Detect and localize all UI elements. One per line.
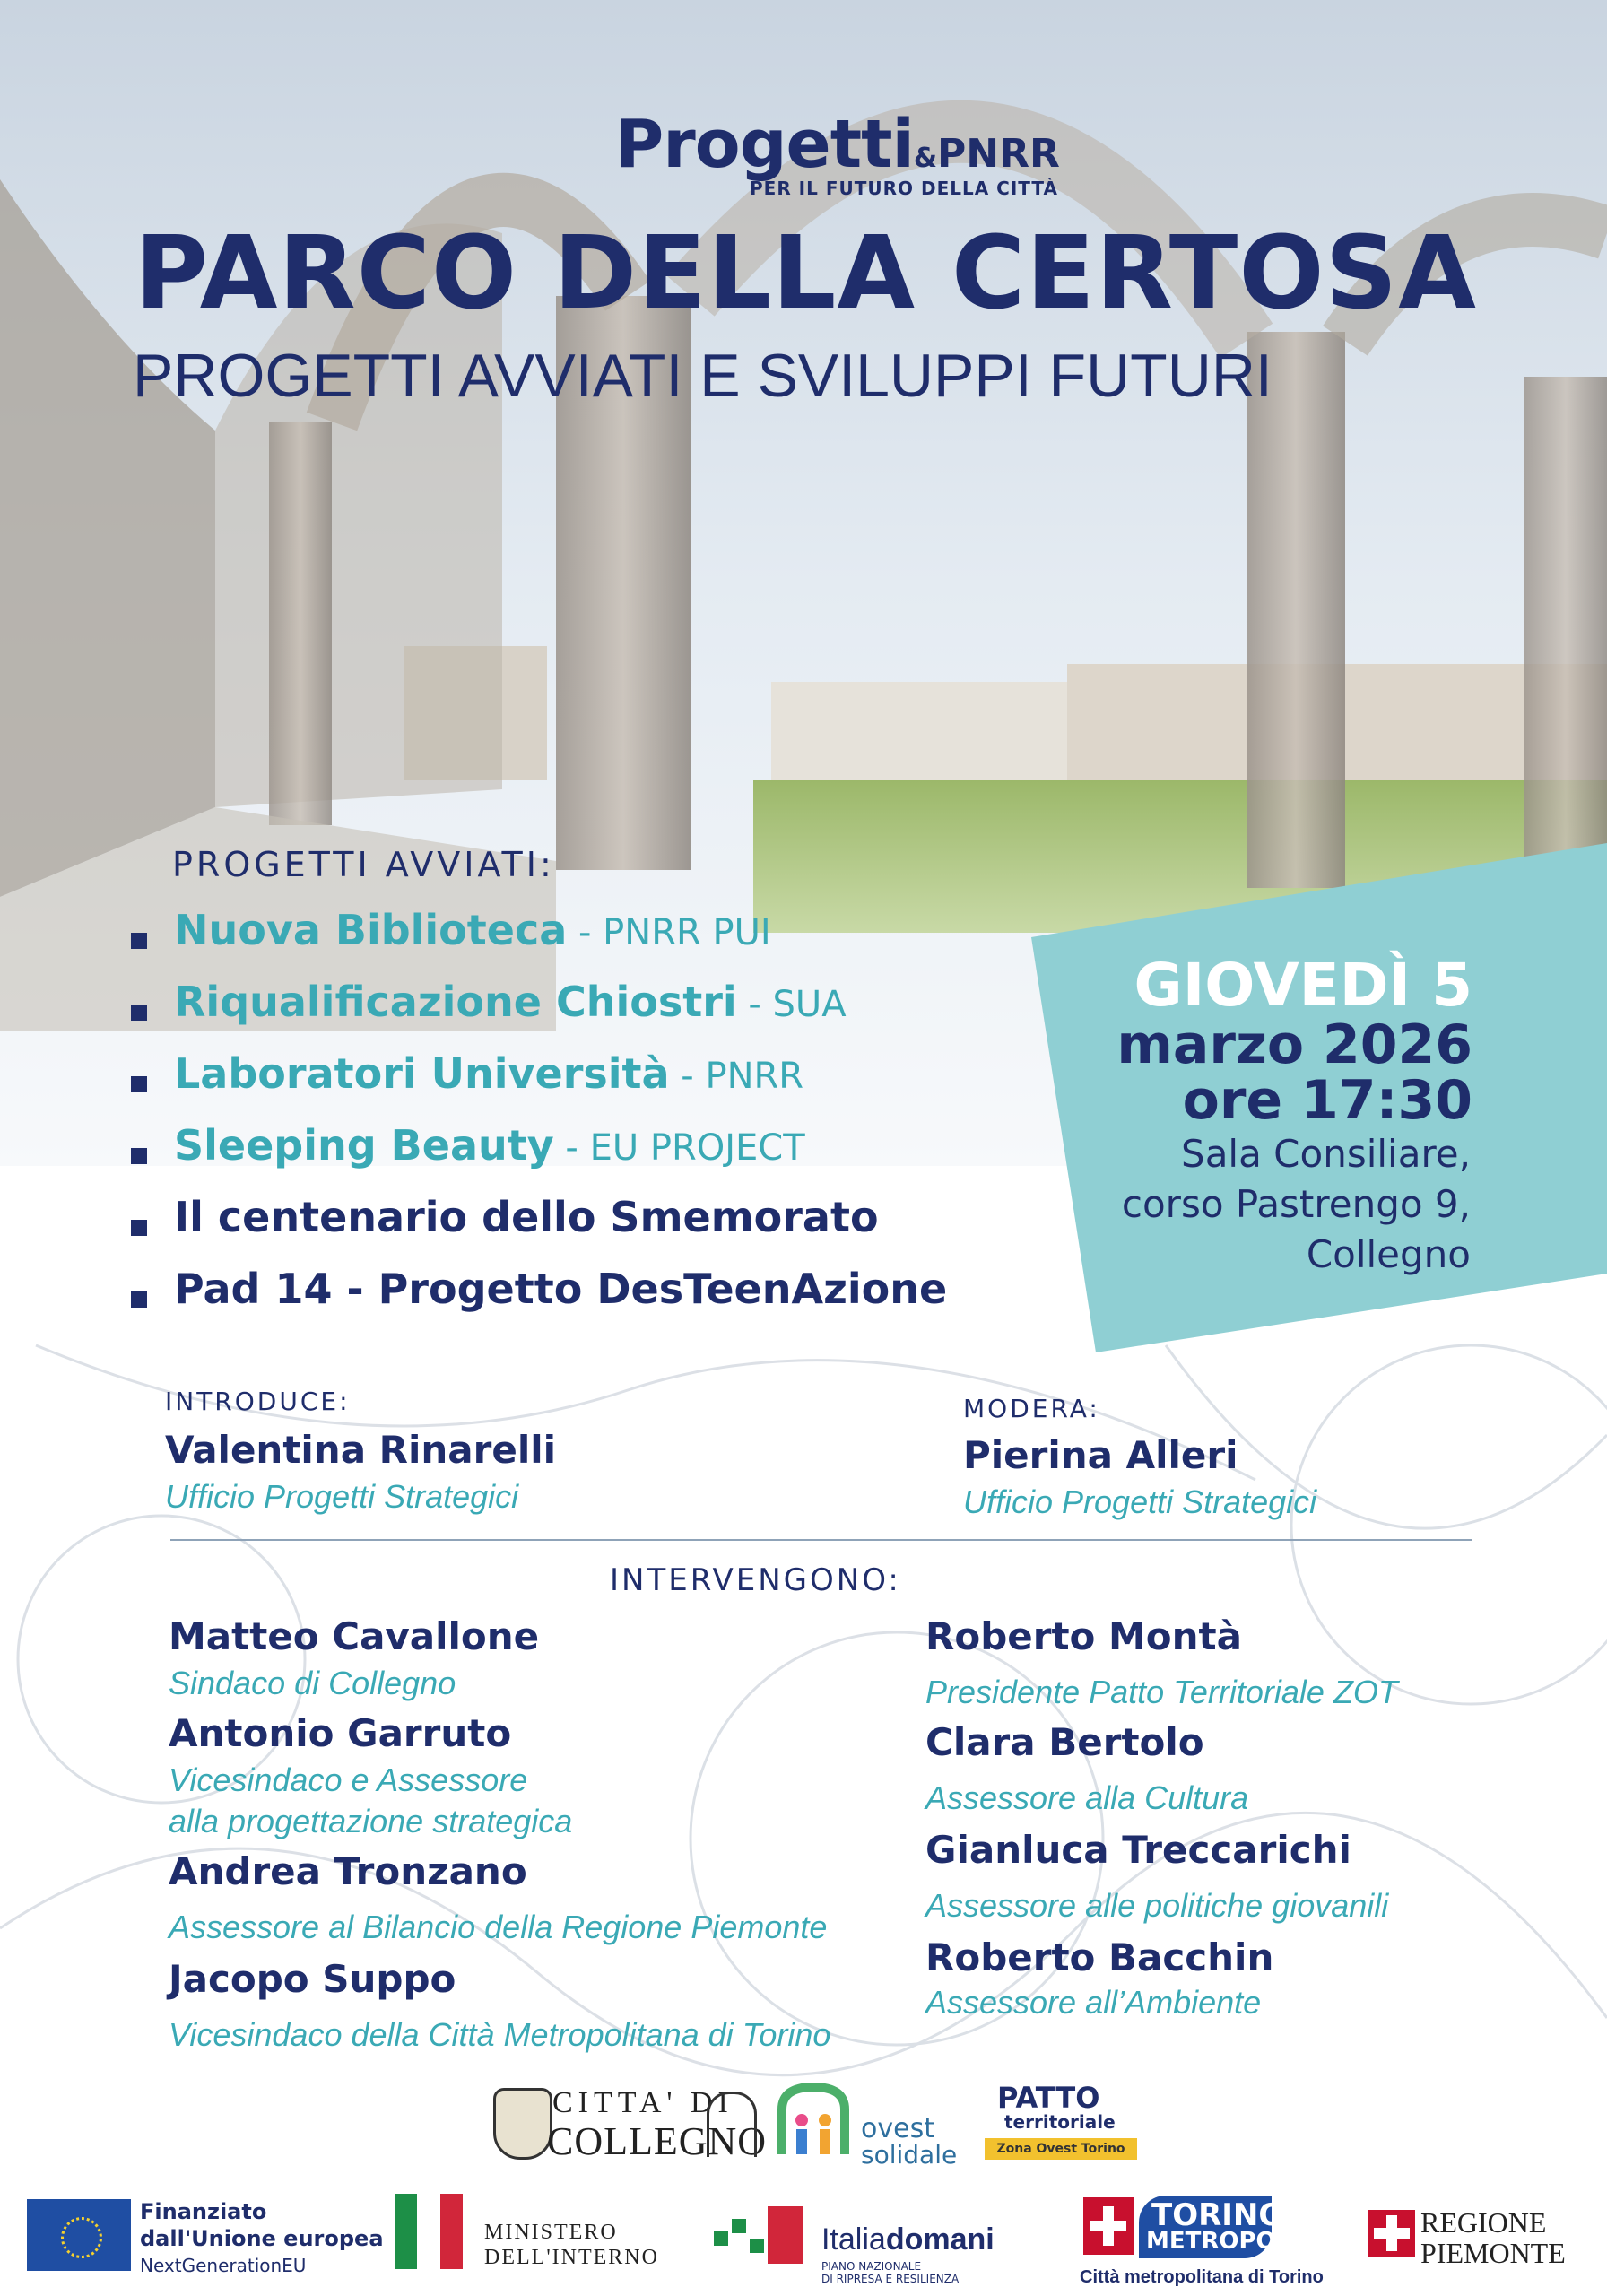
bullet-square-icon (131, 1004, 147, 1021)
speaker-role: Assessore all’Ambiente (925, 1984, 1262, 2021)
piemonte-flag-icon (1368, 2210, 1415, 2257)
project-item: Nuova Biblioteca - PNRR PUI (131, 906, 771, 954)
event-venue-line: Sala Consiliare, (1181, 1132, 1471, 1176)
logo-eu-line2: dall'Unione europea (140, 2226, 384, 2251)
speaker-role: Assessore alle politiche giovanili (925, 1887, 1389, 1924)
project-item: Laboratori Università - PNRR (131, 1049, 804, 1098)
speaker-role: Assessore alla Cultura (925, 1779, 1249, 1816)
projects-heading: PROGETTI AVVIATI: (172, 845, 555, 884)
logo-italiadomani-sub2: DI RIPRESA E RESILIENZA (821, 2273, 960, 2285)
logo-collegno-top: CITTA' DI (552, 2086, 734, 2119)
logo-patto-zona: Zona Ovest Torino (985, 2138, 1137, 2160)
bullet-square-icon (131, 1148, 147, 1164)
collegno-crest-icon (493, 2088, 552, 2160)
torino-metropoli-badge: TORINO METROPOLI (1139, 2196, 1272, 2258)
italiadomani-mosaic-icon (714, 2206, 807, 2271)
modera-role: Ufficio Progetti Strategici (963, 1483, 1317, 1520)
logo-solidale: solidale (861, 2140, 958, 2170)
event-day: GIOVEDÌ 5 (1134, 951, 1472, 1020)
speaker-name: Clara Bertolo (925, 1720, 1204, 1764)
logo-ministero-line2: DELL'INTERNO (484, 2246, 659, 2269)
speaker-name: Andrea Tronzano (169, 1849, 527, 1893)
event-date: marzo 2026 (1116, 1013, 1472, 1076)
speakers-label: INTERVENGONO: (610, 1562, 901, 1598)
event-venue-line: Collegno (1306, 1232, 1471, 1276)
logo-eu-line3: NextGenerationEU (140, 2255, 307, 2276)
speaker-role: Vicesindaco e Assessore (169, 1761, 528, 1798)
speaker-role: Vicesindaco della Città Metropolitana di Torino (169, 2016, 831, 2053)
event-venue-line: corso Pastrengo 9, (1121, 1182, 1471, 1226)
logo-piemonte: PIEMONTE (1420, 2237, 1566, 2269)
project-item: Il centenario dello Smemorato (131, 1193, 879, 1241)
bullet-square-icon (131, 1292, 147, 1308)
introduce-role: Ufficio Progetti Strategici (165, 1478, 519, 1515)
logo-ministero-line1: MINISTERO (484, 2221, 618, 2244)
project-item: Pad 14 - Progetto DesTeenAzione (131, 1265, 947, 1313)
logo-collegno-bottom: COLLEGNO (547, 2119, 768, 2163)
modera-name: Pierina Alleri (963, 1433, 1238, 1477)
speaker-name: Roberto Montà (925, 1614, 1242, 1658)
eu-flag-icon (27, 2199, 131, 2271)
speaker-name: Gianluca Treccarichi (925, 1828, 1351, 1872)
project-item: Riqualificazione Chiostri - SUA (131, 978, 847, 1026)
bullet-square-icon (131, 1076, 147, 1092)
logo-eu-line1: Finanziato (140, 2199, 267, 2224)
introduce-name: Valentina Rinarelli (165, 1428, 557, 1472)
logo-ovest: ovest (861, 2113, 934, 2144)
speaker-name: Jacopo Suppo (169, 1957, 456, 2001)
logo-torino-sub: Città metropolitana di Torino (1080, 2267, 1324, 2287)
speaker-role: Sindaco di Collegno (169, 1665, 456, 1701)
speaker-name: Matteo Cavallone (169, 1614, 540, 1658)
speaker-role: alla progettazione strategica (169, 1803, 573, 1839)
logo-patto: PATTO (997, 2081, 1100, 2115)
speaker-role: Assessore al Bilancio della Regione Piemonte (169, 1909, 828, 1945)
page-title: PARCO DELLA CERTOSA (135, 215, 1477, 332)
building-icon (707, 2092, 757, 2157)
bullet-square-icon (131, 1220, 147, 1236)
header-brand: Progetti&PNRR (615, 106, 1060, 183)
logo-regione: REGIONE (1420, 2206, 1547, 2239)
logo-italiadomani-sub1: PIANO NAZIONALE (821, 2260, 922, 2273)
event-time: ore 17:30 (1182, 1069, 1472, 1132)
speaker-role: Presidente Patto Territoriale ZOT (925, 1674, 1398, 1710)
introduce-label: INTRODUCE: (165, 1387, 351, 1416)
speaker-name: Roberto Bacchin (925, 1935, 1274, 1979)
modera-label: MODERA: (963, 1394, 1100, 1423)
page-subtitle: PROGETTI AVVIATI E SVILUPPI FUTURI (133, 342, 1273, 410)
header-tagline: PER IL FUTURO DELLA CITTÀ (750, 178, 1058, 199)
logo-patto-territoriale: territoriale (1004, 2111, 1116, 2133)
bullet-square-icon (131, 933, 147, 949)
divider (170, 1539, 1472, 1541)
speaker-name: Antonio Garruto (169, 1711, 512, 1755)
italy-flag-icon (395, 2194, 463, 2269)
ovest-solidale-logo-icon (773, 2083, 854, 2161)
project-item: Sleeping Beauty - EU PROJECT (131, 1121, 805, 1170)
torino-shield-icon (1083, 2197, 1134, 2255)
logo-italiadomani: Italiadomani (821, 2222, 995, 2257)
